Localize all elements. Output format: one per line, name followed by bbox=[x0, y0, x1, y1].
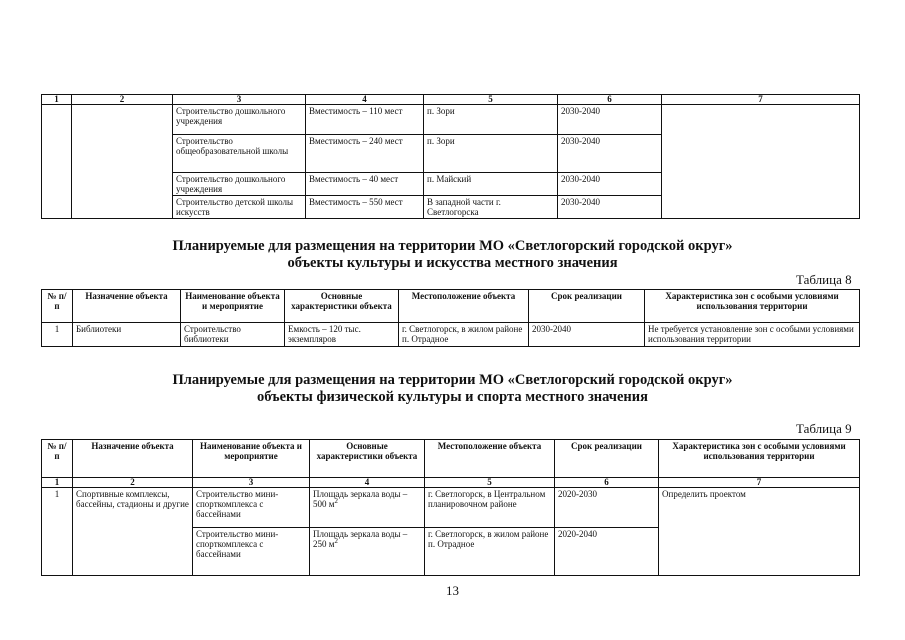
header-location: Местоположение объекта bbox=[399, 290, 529, 323]
header-characteristics: Основные характеристики объекта bbox=[285, 290, 399, 323]
header-number: № п/п bbox=[42, 290, 73, 323]
col-number: 3 bbox=[173, 95, 306, 105]
object-name: Строительство мини-спорткомплекса с бассейнами bbox=[193, 488, 310, 528]
title-line-1: Планируемые для размещения на территории МО «Светлогорский городской округ» bbox=[172, 372, 733, 388]
object-purpose: Библиотеки bbox=[73, 323, 181, 347]
section-8-title bbox=[0, 238, 905, 272]
header-characteristics: Основные характеристики объекта bbox=[310, 440, 425, 478]
object-location: п. Майский bbox=[424, 173, 558, 196]
row-number: 1 bbox=[42, 488, 73, 576]
object-name: Строительство библиотеки bbox=[181, 323, 285, 347]
implementation-term: 2020-2030 bbox=[555, 488, 659, 528]
object-name: Строительство мини-спорткомплекса с бассейнами bbox=[193, 528, 310, 576]
characteristics-text: Площадь зеркала воды – 250 м bbox=[313, 529, 408, 549]
object-characteristics: Емкость – 120 тыс. экземпляров bbox=[285, 323, 399, 347]
zone-characteristics: Не требуется установление зон с особыми условиями использования территории bbox=[645, 323, 860, 347]
implementation-term: 2030-2040 bbox=[558, 173, 662, 196]
page-number: 13 bbox=[446, 583, 459, 598]
col-number: 4 bbox=[306, 95, 424, 105]
col-number: 1 bbox=[42, 95, 72, 105]
title-line-1: Планируемые для размещения на территории МО «Светлогорский городской округ» bbox=[172, 238, 733, 254]
object-location: В западной части г. Светлогорска bbox=[424, 196, 558, 219]
object-location: г. Светлогорск, в Центральном планировочном районе bbox=[425, 488, 555, 528]
header-name: Наименование объекта и мероприятие bbox=[193, 440, 310, 478]
header-zones: Характеристика зон с особыми условиями использования территории bbox=[645, 290, 860, 323]
empty-cell bbox=[42, 105, 72, 219]
col-number: 6 bbox=[555, 478, 659, 488]
object-purpose: Спортивные комплексы, бассейны, стадионы и другие bbox=[73, 488, 193, 576]
object-characteristics: Вместимость – 40 мест bbox=[306, 173, 424, 196]
superscript: 2 bbox=[334, 497, 338, 505]
object-location: п. Зори bbox=[424, 135, 558, 173]
header-name: Наименование объекта и мероприятие bbox=[181, 290, 285, 323]
table-8-caption: Таблица 8 bbox=[796, 272, 852, 287]
header-location: Местоположение объекта bbox=[425, 440, 555, 478]
col-number: 2 bbox=[72, 95, 173, 105]
col-number: 3 bbox=[193, 478, 310, 488]
header-term: Срок реализации bbox=[555, 440, 659, 478]
col-number: 1 bbox=[42, 478, 73, 488]
column-number-row bbox=[42, 478, 860, 488]
header-number: № п/п bbox=[42, 440, 73, 478]
header-purpose: Назначение объекта bbox=[73, 440, 193, 478]
table-9 bbox=[41, 439, 860, 576]
object-characteristics bbox=[310, 528, 425, 576]
col-number: 6 bbox=[558, 95, 662, 105]
section-9-title bbox=[0, 372, 905, 406]
object-name: Строительство детской школы искусств bbox=[173, 196, 306, 219]
title-line-2: объекты культуры и искусства местного значения bbox=[287, 255, 618, 271]
col-number: 2 bbox=[73, 478, 193, 488]
implementation-term: 2030-2040 bbox=[558, 105, 662, 135]
table-8 bbox=[41, 289, 860, 347]
implementation-term: 2030-2040 bbox=[558, 196, 662, 219]
header-zones: Характеристика зон с особыми условиями использования территории bbox=[659, 440, 860, 478]
object-characteristics: Вместимость – 240 мест bbox=[306, 135, 424, 173]
table-row bbox=[42, 105, 860, 135]
table-row bbox=[42, 323, 860, 347]
object-location: п. Зори bbox=[424, 105, 558, 135]
object-characteristics: Вместимость – 550 мест bbox=[306, 196, 424, 219]
object-name: Строительство дошкольного учреждения bbox=[173, 173, 306, 196]
implementation-term: 2030-2040 bbox=[529, 323, 645, 347]
object-characteristics: Вместимость – 110 мест bbox=[306, 105, 424, 135]
table-9-caption: Таблица 9 bbox=[796, 421, 852, 436]
object-name: Строительство дошкольного учреждения bbox=[173, 105, 306, 135]
col-number: 5 bbox=[424, 95, 558, 105]
superscript: 2 bbox=[334, 537, 338, 545]
header-term: Срок реализации bbox=[529, 290, 645, 323]
empty-cell bbox=[662, 105, 860, 219]
col-number: 7 bbox=[662, 95, 860, 105]
table-row bbox=[42, 488, 860, 528]
title-line-2: объекты физической культуры и спорта местного значения bbox=[257, 389, 648, 405]
header-row bbox=[42, 440, 860, 478]
col-number: 4 bbox=[310, 478, 425, 488]
object-location: г. Светлогорск, в жилом районе п. Отрадное bbox=[399, 323, 529, 347]
header-purpose: Назначение объекта bbox=[73, 290, 181, 323]
col-number: 7 bbox=[659, 478, 860, 488]
empty-cell bbox=[72, 105, 173, 219]
row-number: 1 bbox=[42, 323, 73, 347]
implementation-term: 2020-2040 bbox=[555, 528, 659, 576]
col-number: 5 bbox=[425, 478, 555, 488]
header-row bbox=[42, 290, 860, 323]
object-characteristics bbox=[310, 488, 425, 528]
zone-characteristics: Определить проектом bbox=[659, 488, 860, 576]
implementation-term: 2030-2040 bbox=[558, 135, 662, 173]
object-name: Строительство общеобразовательной школы bbox=[173, 135, 306, 173]
object-location: г. Светлогорск, в жилом районе п. Отрадное bbox=[425, 528, 555, 576]
column-number-row bbox=[42, 95, 860, 105]
table-7-continuation bbox=[41, 94, 860, 219]
characteristics-text: Площадь зеркала воды – 500 м bbox=[313, 489, 408, 509]
